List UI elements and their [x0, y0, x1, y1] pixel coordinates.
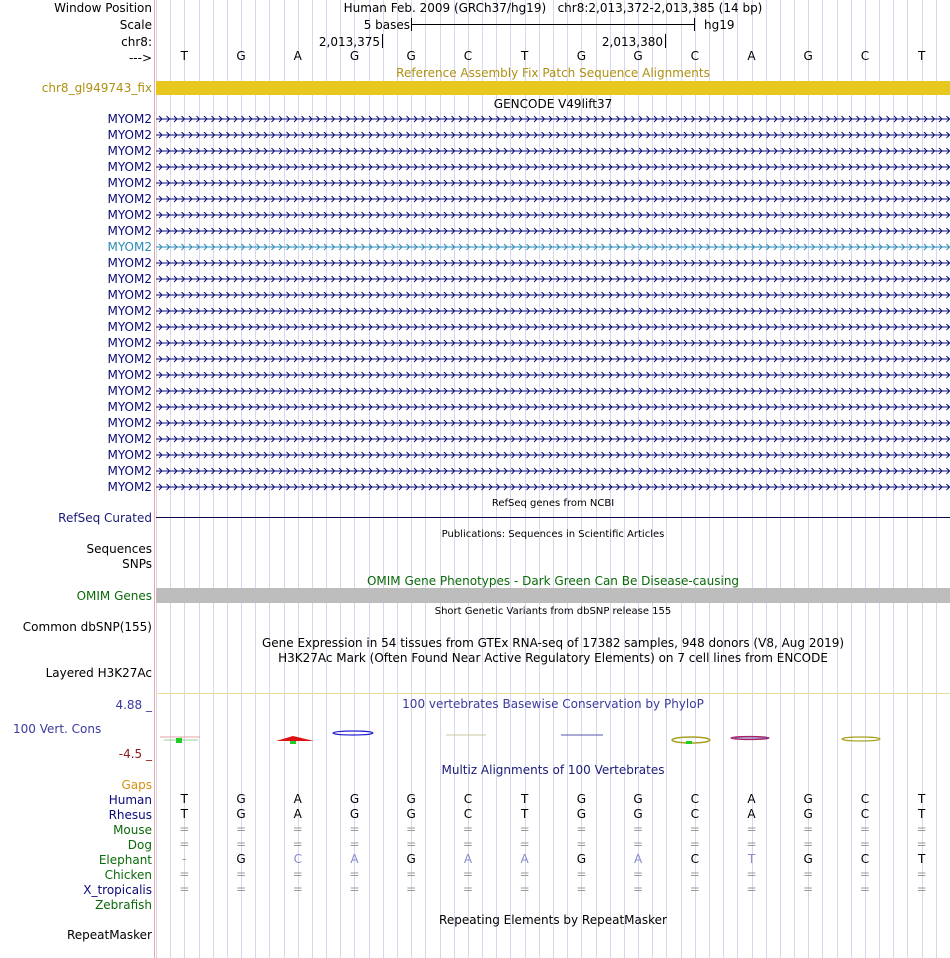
gridline [454, 0, 455, 958]
gencode-gene-label[interactable]: MYOM2 [107, 128, 152, 142]
phylop-max-label: 4.88 _ [115, 698, 152, 712]
refseq-track-title[interactable]: RefSeq genes from NCBI [491, 498, 615, 509]
gencode-transcript[interactable] [156, 226, 950, 236]
gridline [284, 0, 285, 958]
phylop-mark [176, 738, 182, 743]
multiz-base: = [406, 882, 417, 896]
multiz-base: = [689, 867, 700, 881]
gridline [510, 0, 511, 958]
scale-label: Scale [119, 18, 152, 32]
multiz-base: = [519, 882, 530, 896]
multiz-base: G [576, 807, 586, 821]
reference-base: T [520, 49, 529, 63]
multiz-species-label[interactable]: Elephant [98, 853, 152, 867]
multiz-base: = [576, 882, 587, 896]
scale-bar [411, 24, 694, 25]
reference-base: C [860, 49, 870, 63]
gencode-gene-label[interactable]: MYOM2 [107, 384, 152, 398]
gridline [780, 0, 781, 958]
gridline [340, 0, 341, 958]
multiz-base: = [746, 882, 757, 896]
gencode-gene-label[interactable]: MYOM2 [107, 480, 152, 494]
publications-sequences-label[interactable]: Sequences [86, 542, 152, 556]
gridline [822, 0, 823, 958]
repeatmasker-track-title[interactable]: Repeating Elements by RepeatMasker [439, 913, 667, 927]
scale-bases-text: 5 bases [363, 18, 410, 32]
gtex-track-title[interactable]: Gene Expression in 54 tissues from GTEx RNA-seq of 17382 samples, 948 donors (V8, Aug 2019) [261, 636, 845, 650]
multiz-base: = [462, 822, 473, 836]
reference-base: G [576, 49, 586, 63]
omim-gene-bar[interactable] [156, 588, 950, 603]
gencode-gene-label[interactable]: MYOM2 [107, 272, 152, 286]
multiz-base: = [576, 822, 587, 836]
reference-base: C [690, 49, 699, 63]
multiz-base: T [917, 807, 926, 821]
gridline [851, 0, 852, 958]
multiz-base: = [349, 822, 360, 836]
gencode-gene-label[interactable]: MYOM2 [107, 352, 152, 366]
multiz-base: G [349, 807, 360, 821]
multiz-base: = [179, 882, 190, 896]
fix-patch-alignment-bar[interactable] [156, 81, 950, 95]
phylop-min-label: -4.5 _ [118, 747, 152, 761]
multiz-base: = [576, 867, 587, 881]
reference-base: G [236, 49, 246, 63]
multiz-base: G [236, 792, 246, 806]
gencode-transcript[interactable] [156, 306, 950, 316]
multiz-base: = [689, 837, 700, 851]
multiz-species-label[interactable]: Zebrafish [95, 898, 152, 912]
multiz-base: = [916, 822, 927, 836]
multiz-base: = [406, 867, 417, 881]
gridline [610, 0, 611, 958]
multiz-base: = [519, 837, 530, 851]
omim-label[interactable]: OMIM Genes [76, 589, 152, 603]
scale-bar-right-tick [694, 18, 695, 31]
multiz-base: A [747, 792, 756, 806]
gridline [255, 0, 256, 958]
gridline [936, 0, 937, 958]
multiz-base: T [917, 792, 926, 806]
multiz-base: A [293, 807, 302, 821]
multiz-base: = [803, 867, 814, 881]
multiz-base: = [236, 822, 247, 836]
multiz-base: A [463, 852, 473, 866]
assembly-position-text: Human Feb. 2009 (GRCh37/hg19) chr8:2,013,372-2,013,385 (14 bp) [343, 1, 763, 15]
gencode-gene-label[interactable]: MYOM2 [107, 240, 152, 254]
multiz-base: G [349, 792, 360, 806]
multiz-species-label[interactable]: X_tropicalis [83, 883, 152, 897]
reference-base: G [349, 49, 360, 63]
phylop-mark [686, 741, 692, 744]
publications-snps-label[interactable]: SNPs [122, 557, 152, 571]
multiz-base: T [917, 852, 926, 866]
gencode-transcript[interactable] [156, 434, 950, 444]
gencode-gene-label[interactable]: MYOM2 [107, 288, 152, 302]
multiz-base: G [236, 852, 246, 866]
gridline [837, 0, 838, 958]
chrom-label: chr8: [121, 35, 152, 49]
multiz-base: A [350, 852, 359, 866]
gencode-transcript[interactable] [156, 450, 950, 460]
multiz-base: C [860, 792, 870, 806]
gridline [794, 0, 795, 958]
multiz-base: G [803, 792, 813, 806]
multiz-base: = [916, 882, 927, 896]
gencode-transcript[interactable] [156, 322, 950, 332]
phylop-track-title[interactable]: 100 vertebrates Basewise Conservation by PhyloP [402, 697, 704, 711]
multiz-base: = [633, 867, 644, 881]
multiz-base: = [576, 837, 587, 851]
gencode-gene-label[interactable]: MYOM2 [107, 416, 152, 430]
multiz-base: G [406, 852, 416, 866]
sidebar-divider [154, 0, 155, 958]
phylop-mark [333, 731, 373, 735]
gencode-transcript[interactable] [156, 290, 950, 300]
ruler-tick-2 [665, 34, 666, 48]
reference-base: G [633, 49, 643, 63]
phylop-mark [276, 736, 314, 741]
multiz-base: = [462, 837, 473, 851]
multiz-base: = [633, 882, 644, 896]
gridline [425, 0, 426, 958]
multiz-base: = [236, 837, 247, 851]
multiz-base: C [860, 807, 870, 821]
gencode-gene-label[interactable]: MYOM2 [107, 144, 152, 158]
multiz-base: = [292, 867, 303, 881]
multiz-base: G [406, 807, 416, 821]
gridline [737, 0, 738, 958]
base-gridlines [156, 0, 950, 958]
multiz-base: C [690, 792, 699, 806]
reference-base: G [406, 49, 416, 63]
multiz-base: = [292, 882, 303, 896]
multiz-base: = [633, 837, 644, 851]
multiz-base: A [747, 807, 756, 821]
gencode-transcript[interactable] [156, 146, 950, 156]
gridline [879, 0, 880, 958]
gencode-gene-label[interactable]: MYOM2 [107, 176, 152, 190]
multiz-base: T [180, 807, 189, 821]
multiz-base: = [406, 822, 417, 836]
multiz-base: T [747, 852, 756, 866]
multiz-species-label[interactable]: Dog [127, 838, 152, 852]
multiz-base: G [803, 852, 813, 866]
reference-base: A [293, 49, 302, 63]
fix-patch-label[interactable]: chr8_gl949743_fix [41, 81, 152, 95]
gencode-transcript[interactable] [156, 466, 950, 476]
multiz-base: G [576, 852, 586, 866]
dbsnp-track-title[interactable]: Short Genetic Variants from dbSNP release 155 [434, 606, 672, 617]
gridline [170, 0, 171, 958]
multiz-base: = [746, 837, 757, 851]
multiz-base: = [803, 822, 814, 836]
phylop-graph[interactable] [156, 726, 950, 748]
gencode-gene-label[interactable]: MYOM2 [107, 160, 152, 174]
gridline [596, 0, 597, 958]
gencode-transcript[interactable] [156, 386, 950, 396]
multiz-base: T [180, 792, 189, 806]
gencode-transcript[interactable] [156, 258, 950, 268]
multiz-base: = [179, 837, 190, 851]
multiz-base: = [179, 822, 190, 836]
gencode-transcript[interactable] [156, 162, 950, 172]
phylop-label[interactable]: 100 Vert. Cons [13, 722, 102, 736]
multiz-base: C [293, 852, 302, 866]
dbsnp-label[interactable]: Common dbSNP(155) [22, 620, 152, 634]
gencode-gene-label[interactable]: MYOM2 [107, 304, 152, 318]
gencode-gene-label[interactable]: MYOM2 [107, 448, 152, 462]
multiz-base: = [746, 822, 757, 836]
multiz-base: C [463, 792, 473, 806]
strand-label[interactable]: ---> [128, 51, 152, 65]
multiz-base: G [576, 792, 586, 806]
gridline [369, 0, 370, 958]
gencode-transcript[interactable] [156, 194, 950, 204]
fix-patch-track-title[interactable]: Reference Assembly Fix Patch Sequence Alignments [396, 66, 710, 80]
gencode-gene-label[interactable]: MYOM2 [107, 464, 152, 478]
reference-base: T [917, 49, 926, 63]
multiz-base: - [182, 852, 187, 866]
multiz-base: = [916, 867, 927, 881]
ruler-coord-2: 2,013,380 [601, 35, 663, 49]
multiz-base: C [690, 807, 699, 821]
multiz-base: = [519, 822, 530, 836]
gencode-gene-label[interactable]: MYOM2 [107, 224, 152, 238]
gridline [213, 0, 214, 958]
window-position-label: Window Position [54, 1, 152, 15]
gridline [907, 0, 908, 958]
phylop-mark [290, 741, 296, 744]
gridline [312, 0, 313, 958]
refseq-gene-line[interactable] [156, 517, 950, 518]
multiz-base: G [406, 792, 416, 806]
multiz-base: = [462, 882, 473, 896]
gridline [539, 0, 540, 958]
omim-track-title[interactable]: OMIM Gene Phenotypes - Dark Green Can Be Disease-causing [366, 574, 740, 588]
gencode-gene-label[interactable]: MYOM2 [107, 400, 152, 414]
multiz-base: = [349, 882, 360, 896]
gencode-gene-label[interactable]: MYOM2 [107, 256, 152, 270]
gencode-transcript[interactable] [156, 402, 950, 412]
gencode-track-title[interactable]: GENCODE V49lift37 [493, 97, 613, 111]
gridline [496, 0, 497, 958]
multiz-base: = [519, 867, 530, 881]
gencode-gene-label[interactable]: MYOM2 [107, 192, 152, 206]
gridline [156, 0, 157, 958]
gridline [383, 0, 384, 958]
multiz-species-label[interactable]: Human [108, 793, 152, 807]
repeatmasker-label[interactable]: RepeatMasker [66, 928, 152, 942]
multiz-base: = [859, 867, 870, 881]
multiz-base: C [690, 852, 699, 866]
multiz-base: = [292, 822, 303, 836]
ruler-tick-1 [382, 34, 383, 48]
gencode-transcript[interactable] [156, 354, 950, 364]
gencode-transcript[interactable] [156, 242, 950, 252]
multiz-base: G [633, 792, 643, 806]
multiz-base: = [406, 837, 417, 851]
gridline [199, 0, 200, 958]
gencode-transcript[interactable] [156, 130, 950, 140]
gridline [766, 0, 767, 958]
multiz-base: = [859, 837, 870, 851]
gridline [681, 0, 682, 958]
multiz-base: A [293, 792, 302, 806]
multiz-base: = [349, 867, 360, 881]
gencode-gene-label[interactable]: MYOM2 [107, 432, 152, 446]
reference-base: T [180, 49, 189, 63]
h3k27ac-baseline [156, 693, 950, 694]
gridline [709, 0, 710, 958]
multiz-base: G [236, 807, 246, 821]
multiz-base: = [689, 882, 700, 896]
gencode-transcript[interactable] [156, 338, 950, 348]
ruler-coord-1: 2,013,375 [318, 35, 380, 49]
gridline [553, 0, 554, 958]
gridline [440, 0, 441, 958]
reference-base: C [463, 49, 473, 63]
multiz-base: T [520, 792, 529, 806]
multiz-base: A [633, 852, 643, 866]
gencode-gene-label[interactable]: MYOM2 [107, 112, 152, 126]
multiz-base: C [860, 852, 870, 866]
multiz-base: = [746, 867, 757, 881]
gencode-transcript[interactable] [156, 114, 950, 124]
multiz-base: = [803, 882, 814, 896]
multiz-base: = [689, 822, 700, 836]
h3k27ac-track-title[interactable]: H3K27Ac Mark (Often Found Near Active Regulatory Elements) on 7 cell lines from ENCODE [278, 651, 828, 665]
gridline [624, 0, 625, 958]
multiz-base: T [520, 807, 529, 821]
gridline [227, 0, 228, 958]
gencode-transcript[interactable] [156, 274, 950, 284]
gridline [652, 0, 653, 958]
scale-bar-left-tick [411, 18, 412, 31]
multiz-base: G [803, 807, 813, 821]
multiz-base: G [633, 807, 643, 821]
gencode-transcript[interactable] [156, 418, 950, 428]
gridline [326, 0, 327, 958]
multiz-base: A [520, 852, 529, 866]
multiz-base: = [859, 822, 870, 836]
gridline [397, 0, 398, 958]
multiz-base: C [463, 807, 473, 821]
gencode-transcript[interactable] [156, 370, 950, 380]
multiz-base: = [236, 867, 247, 881]
gencode-gene-label[interactable]: MYOM2 [107, 336, 152, 350]
gencode-transcript[interactable] [156, 210, 950, 220]
multiz-track-title[interactable]: Multiz Alignments of 100 Vertebrates [441, 763, 665, 777]
multiz-species-label[interactable]: Chicken [104, 868, 152, 882]
gridline [723, 0, 724, 958]
gencode-transcript[interactable] [156, 178, 950, 188]
gencode-gene-label[interactable]: MYOM2 [107, 368, 152, 382]
gridline [893, 0, 894, 958]
gridline [269, 0, 270, 958]
publications-track-title[interactable]: Publications: Sequences in Scientific Articles [441, 529, 665, 540]
gridline [482, 0, 483, 958]
gridline [666, 0, 667, 958]
gencode-gene-label[interactable]: MYOM2 [107, 208, 152, 222]
scale-db-text: hg19 [704, 18, 735, 32]
multiz-species-label[interactable]: Rhesus [108, 808, 152, 822]
multiz-species-label[interactable]: Mouse [113, 823, 152, 837]
gencode-transcript[interactable] [156, 482, 950, 492]
multiz-base: = [179, 867, 190, 881]
multiz-base: = [916, 837, 927, 851]
multiz-base: = [349, 837, 360, 851]
multiz-base: = [236, 882, 247, 896]
gencode-gene-label[interactable]: MYOM2 [107, 320, 152, 334]
reference-base: G [803, 49, 813, 63]
multiz-base: = [803, 837, 814, 851]
multiz-base: = [292, 837, 303, 851]
phylop-mark [842, 737, 880, 741]
multiz-base: = [633, 822, 644, 836]
multiz-gaps-label[interactable]: Gaps [121, 778, 152, 792]
reference-base: A [747, 49, 756, 63]
gridline [567, 0, 568, 958]
h3k27ac-label[interactable]: Layered H3K27Ac [45, 666, 152, 680]
multiz-base: = [859, 882, 870, 896]
refseq-label[interactable]: RefSeq Curated [58, 511, 152, 525]
multiz-base: = [462, 867, 473, 881]
